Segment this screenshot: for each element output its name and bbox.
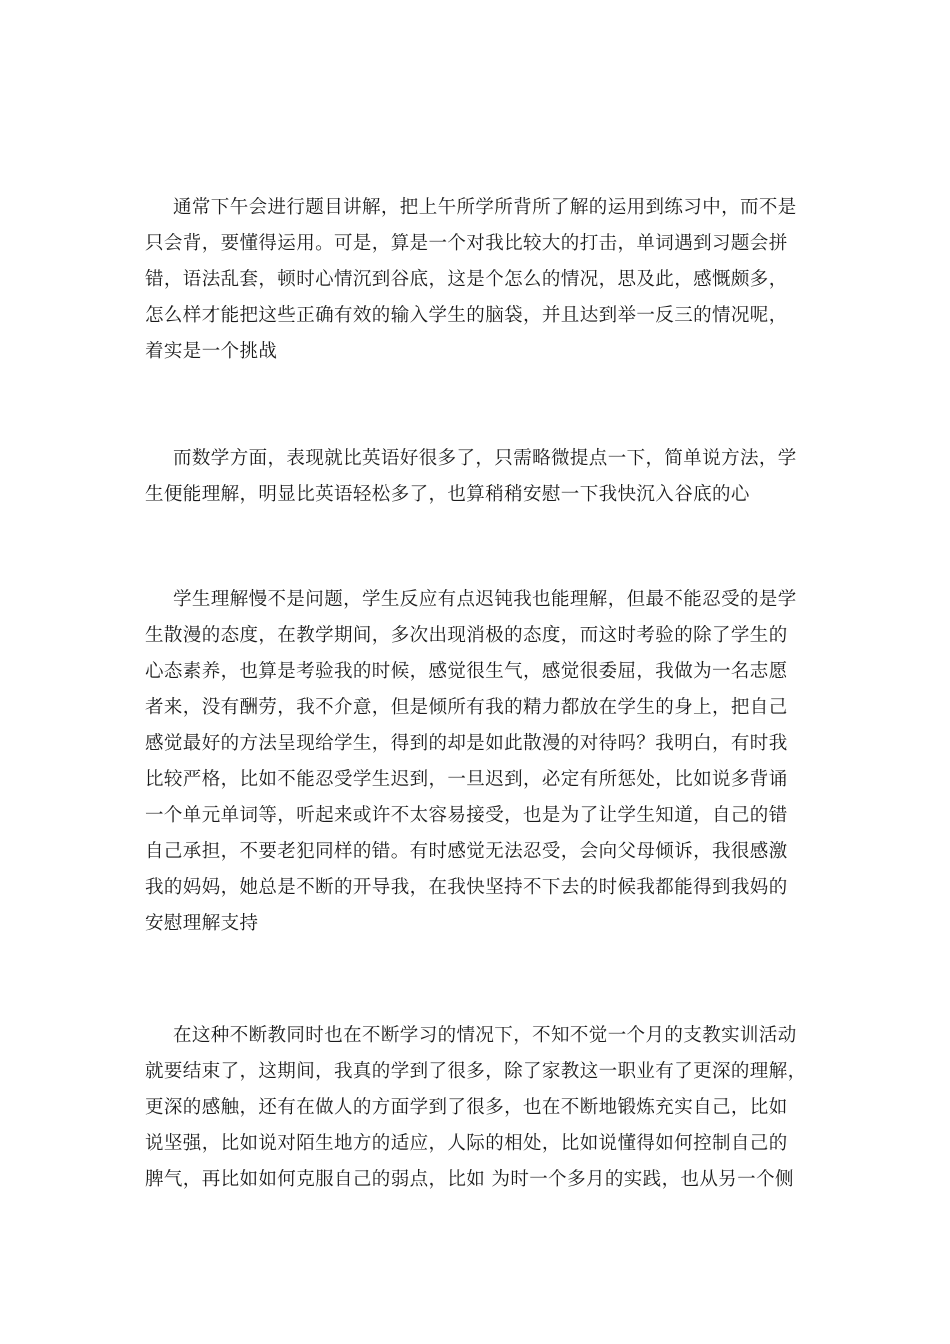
text-line: 而数学方面，表现就比英语好很多了，只需略微提点一下，简单说方法，学 [173, 448, 797, 469]
paragraph-4 [145, 1018, 808, 1198]
text-line: 怎么样才能把这些正确有效的输入学生的脑袋，并且达到举一反三的情况呢， [145, 305, 788, 326]
text-line: 自己承担，不要老犯同样的错。有时感觉无法忍受，会向父母倾诉，我很感激 [145, 841, 788, 862]
text-line: 心态素养，也算是考验我的时候，感觉很生气，感觉很委屈，我做为一名志愿 [145, 661, 788, 682]
paragraph-1 [145, 190, 808, 370]
text-line: 更深的感触，还有在做人的方面学到了很多，也在不断地锻炼充实自己，比如 [145, 1097, 788, 1118]
text-line: 只会背，要懂得运用。可是，算是一个对我比较大的打击，单词遇到习题会拼 [145, 233, 788, 254]
text-line: 我的妈妈，她总是不断的开导我，在我快坚持不下去的时候我都能得到我妈的 [145, 877, 788, 898]
text-line: 错，语法乱套，顿时心情沉到谷底，这是个怎么的情况，思及此，感慨颇多， [145, 269, 788, 290]
text-line: 生便能理解，明显比英语轻松多了，也算稍稍安慰一下我快沉入谷底的心 [145, 484, 750, 505]
text-line: 在这种不断教同时也在不断学习的情况下，不知不觉一个月的支教实训活动 [173, 1025, 797, 1046]
text-line: 比较严格，比如不能忍受学生迟到，一旦迟到，必定有所惩处，比如说多背诵 [145, 769, 788, 790]
text-line: 者来，没有酬劳，我不介意，但是倾所有我的精力都放在学生的身上，把自己 [145, 697, 788, 718]
paragraph-3 [145, 582, 808, 942]
text-line: 感觉最好的方法呈现给学生，得到的却是如此散漫的对待吗？我明白，有时我 [145, 733, 788, 754]
text-line: 一个单元单词等，听起来或许不太容易接受，也是为了让学生知道，自己的错 [145, 805, 788, 826]
text-line: 说坚强，比如说对陌生地方的适应，人际的相处，比如说懂得如何控制自己的 [145, 1133, 788, 1154]
text-line: 生散漫的态度，在教学期间，多次出现消极的态度，而这时考验的除了学生的 [145, 625, 788, 646]
text-line: 通常下午会进行题目讲解，把上午所学所背所了解的运用到练习中，而不是 [173, 197, 797, 218]
text-line: 脾气，再比如如何克服自己的弱点，比如 为时一个多月的实践，也从另一个侧 [145, 1169, 794, 1190]
text-line: 安慰理解支持 [145, 913, 259, 934]
paragraph-2 [145, 441, 808, 513]
text-line: 着实是一个挑战 [145, 341, 278, 362]
text-line: 学生理解慢不是问题，学生反应有点迟钝我也能理解，但最不能忍受的是学 [173, 589, 797, 610]
text-line: 就要结束了，这期间，我真的学到了很多，除了家教这一职业有了更深的理解， [145, 1061, 807, 1082]
